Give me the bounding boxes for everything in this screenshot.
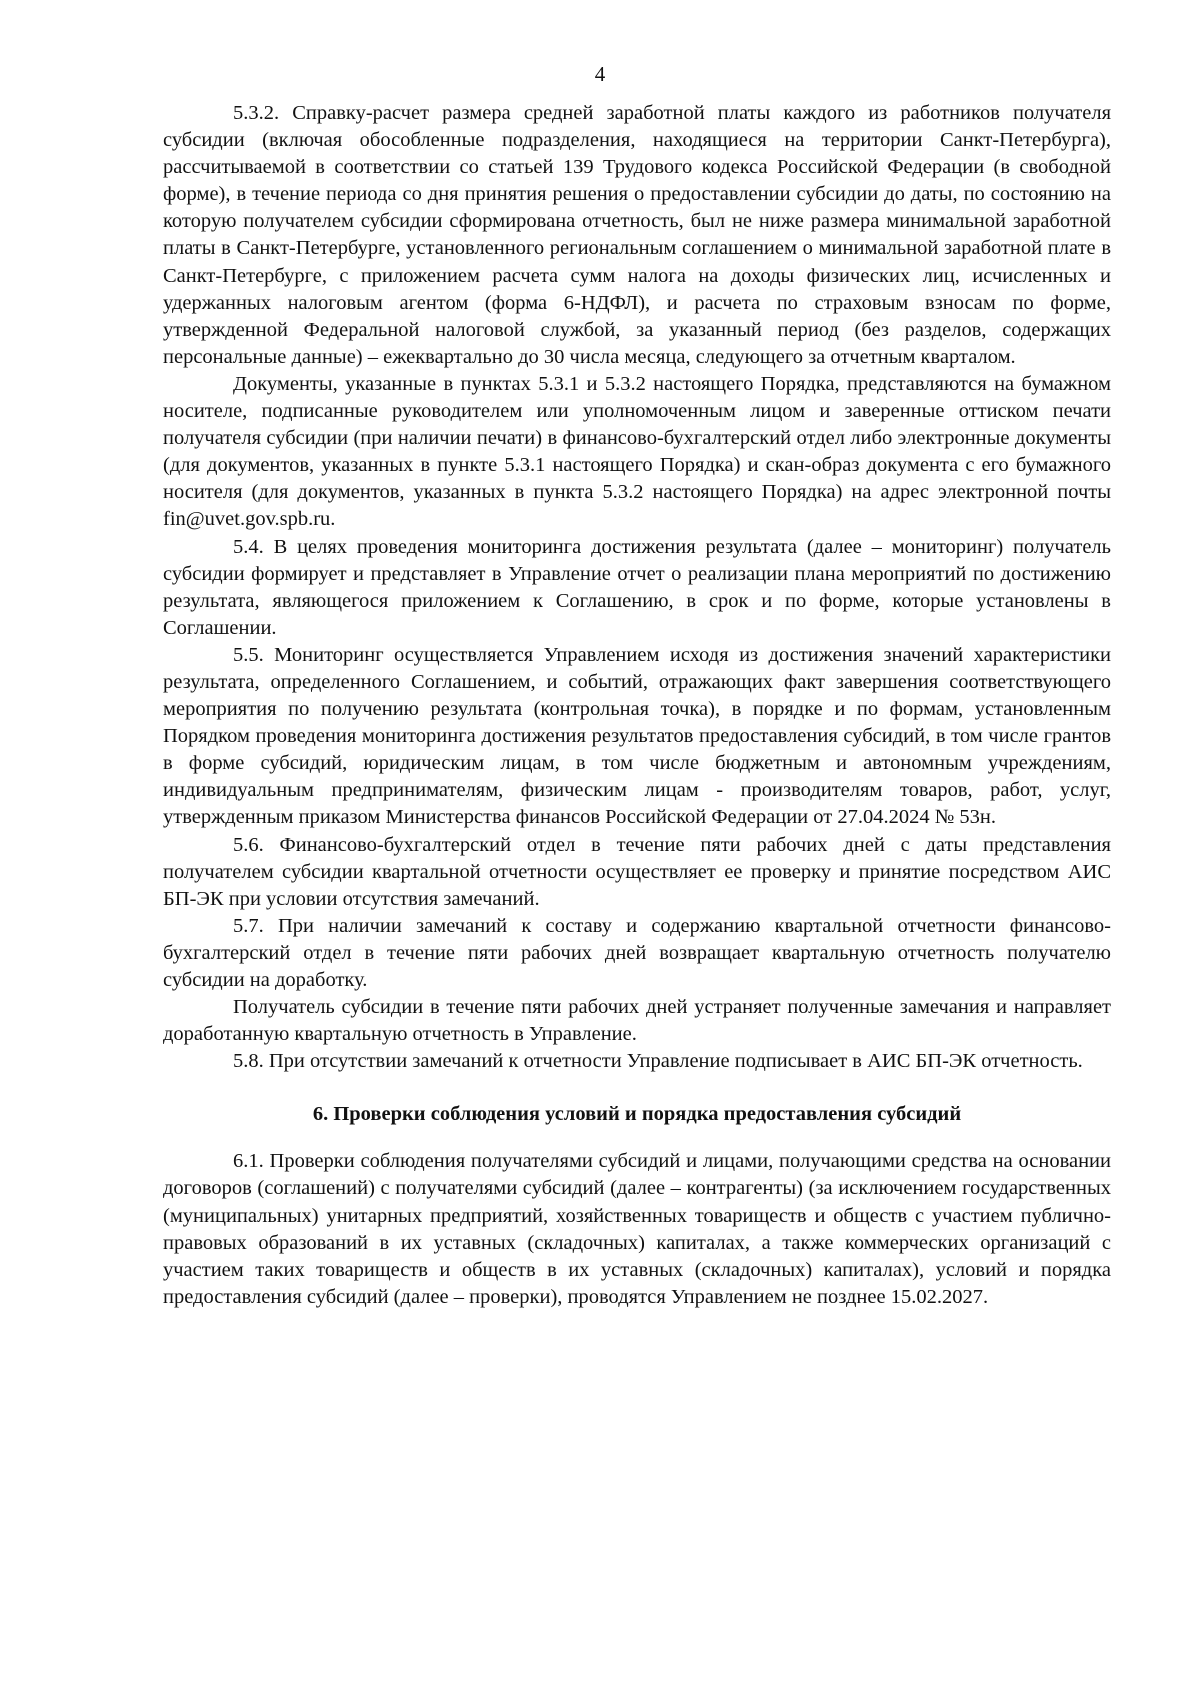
- paragraph-5-3-2: 5.3.2. Справку-расчет размера средней заработной платы каждого из работников получателя субсидии (включая обособленные подразделения, находящиеся на территории Санкт-Петербурга), рассчитываемой в соответствии со статьей 139 Трудового кодекса Российской Федерации (в свободной форме), в течение периода со дня принятия решения о предоставлении субсидии до даты, по состоянию на которую получателем субсидии сформирована отчетность, был не ниже размера минимальной заработной платы в Санкт-Петербурге, установленного региональным соглашением о минимальной заработной плате в Санкт-Петербурге, с приложением расчета сумм налога на доходы физических лиц, исчисленных и удержанных налоговым агентом (форма 6-НДФЛ), и расчета по страховым взносам по форме, утвержденной Федеральной налоговой службой, за указанный период (без разделов, содержащих персональные данные) – ежеквартально до 30 числа месяца, следующего за отчетным кварталом.: [163, 102, 1111, 368]
- paragraph-5-7: 5.7. При наличии замечаний к составу и содержанию квартальной отчетности финансово-бухгалтерский отдел в течение пяти рабочих дней возвращает квартальную отчетность получателю субсидии на доработку.: [163, 914, 1111, 991]
- page-number: 4: [594, 62, 606, 86]
- section-heading-6: 6. Проверки соблюдения условий и порядка предоставления субсидий: [312, 1103, 962, 1126]
- document-body: [163, 100, 1111, 1311]
- paragraph-5-8: 5.8. При отсутствии замечаний к отчетности Управление подписывает в АИС БП-ЭК отчетность.: [233, 1050, 1083, 1073]
- paragraph-documents-submission: Документы, указанные в пунктах 5.3.1 и 5.3.2 настоящего Порядка, представляются на бумажном носителе, подписанные руководителем или уполномоченным лицом и заверенные оттиском печати получателя субсидии (при наличии печати) в финансово-бухгалтерский отдел либо электронные документы (для документов, указанных в пункте 5.3.1 настоящего Порядка) и скан-образ документа с его бумажного носителя (для документов, указанных в пункта 5.3.2 настоящего Порядка) на адрес электронной почты fin@uvet.gov.spb.ru.: [163, 372, 1111, 531]
- paragraph-recipient-corrections: Получатель субсидии в течение пяти рабочих дней устраняет полученные замечания и направляет доработанную квартальную отчетность в Управление.: [163, 996, 1111, 1046]
- paragraph-6-1: 6.1. Проверки соблюдения получателями субсидий и лицами, получающими средства на основании договоров (соглашений) с получателями субсидий (далее – контрагенты) (за исключением государственных (муниципальных) унитарных предприятий, хозяйственных товариществ и обществ с участием публично-правовых образований в их уставных (складочных) капиталах, а также коммерческих организаций с участием таких товариществ и обществ в их уставных (складочных) капиталах), условий и порядка предоставления субсидий (далее – проверки), проводятся Управлением не позднее 15.02.2027.: [163, 1150, 1111, 1308]
- paragraph-5-5: 5.5. Мониторинг осуществляется Управлением исходя из достижения значений характеристики результата, определенного Соглашением, и событий, отражающих факт завершения соответствующего мероприятия по получению результата (контрольная точка), в порядке и по формам, установленным Порядком проведения мониторинга достижения результатов предоставления субсидий, в том числе грантов в форме субсидий, юридическим лицам, в том числе бюджетным и автономным учреждениям, индивидуальным предпринимателям, физическим лицам - производителям товаров, работ, услуг, утвержденным приказом Министерства финансов Российской Федерации от 27.04.2024 № 53н.: [163, 643, 1111, 829]
- paragraph-5-6: 5.6. Финансово-бухгалтерский отдел в течение пяти рабочих дней с даты представления получателем субсидии квартальной отчетности осуществляет ее проверку и принятие посредством АИС БП-ЭК при условии отсутствия замечаний.: [163, 833, 1111, 910]
- paragraph-5-4: 5.4. В целях проведения мониторинга достижения результата (далее – мониторинг) получатель субсидии формирует и представляет в Управление отчет о реализации плана мероприятий по достижению результата, являющегося приложением к Соглашению, в срок и по форме, которые установлены в Соглашении.: [163, 535, 1111, 639]
